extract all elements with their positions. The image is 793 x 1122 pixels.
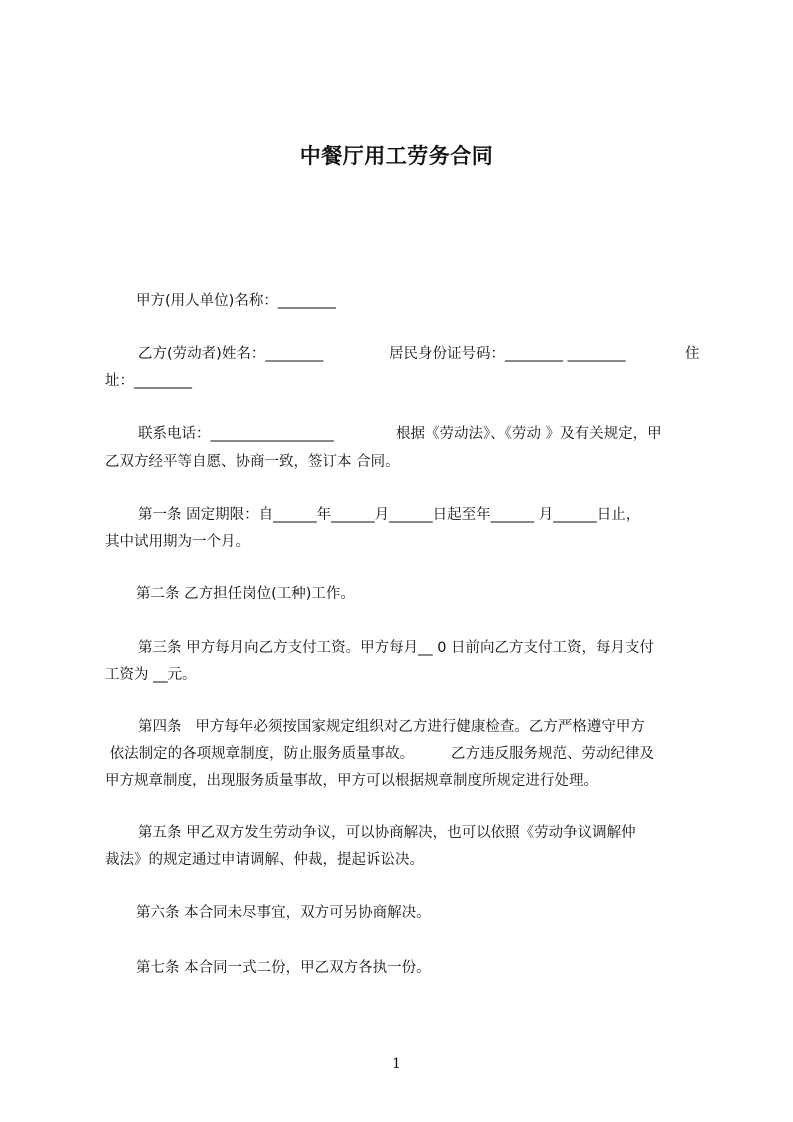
party-a-name: 甲方(用人单位)名称：________ [136,293,336,309]
document-title: 中餐厅用工劳务合同 [299,144,494,168]
article-7: 第七条 本合同一式二份，甲乙双方各执一份。 [136,960,431,976]
party-b-id-number: 居民身份证号码：________ ________ [389,346,626,362]
article-5-line-1: 第五条 甲乙双方发生劳动争议，可以协商解决，也可以依照《劳动争议调解仲 [138,825,636,841]
party-b-name: 乙方(劳动者)姓名：________ [138,346,324,362]
article-3-line-2: 工资为 __元。 [105,667,197,683]
article-4-line-2: 依法制定的各项规章制度，防止服务质量事故。 乙方违反服务规范、劳动纪律及 [105,746,654,762]
article-1-line-2: 其中试用期为一个月。 [105,534,250,550]
article-2: 第二条 乙方担任岗位(工种)工作。 [136,586,355,602]
page-number: 1 [392,1056,401,1072]
contract-basis-line-1: 根据《劳动法》、《劳动 》及有关规定，甲 [396,426,662,442]
contract-basis-line-2: 乙双方经平等自愿、协商一致，签订本 合同。 [105,454,400,470]
article-4-line-1: 第四条 甲方每年必须按国家规定组织对乙方进行健康检查。乙方严格遵守甲方 [138,719,645,735]
article-5-line-2: 裁法》的规定通过申请调解、仲裁，提起诉讼决。 [105,852,424,868]
contact-phone: 联系电话：_________________ [138,426,334,442]
article-1-line-1: 第一条 固定期限：自______年______月______日起至年______ 月______日止， [138,507,641,523]
article-4-line-3: 甲方规章制度，出现服务质量事故，甲方可以根据规章制度所规定进行处理。 [105,773,598,789]
article-6: 第六条 本合同未尽事宜，双方可另协商解决。 [136,905,431,921]
article-3-line-1: 第三条 甲方每月向乙方支付工资。甲方每月__ 0 日前向乙方支付工资，每月支付 [138,640,655,656]
party-b-address-start: 住 [685,346,700,362]
party-b-address-end: 址：________ [105,373,192,389]
